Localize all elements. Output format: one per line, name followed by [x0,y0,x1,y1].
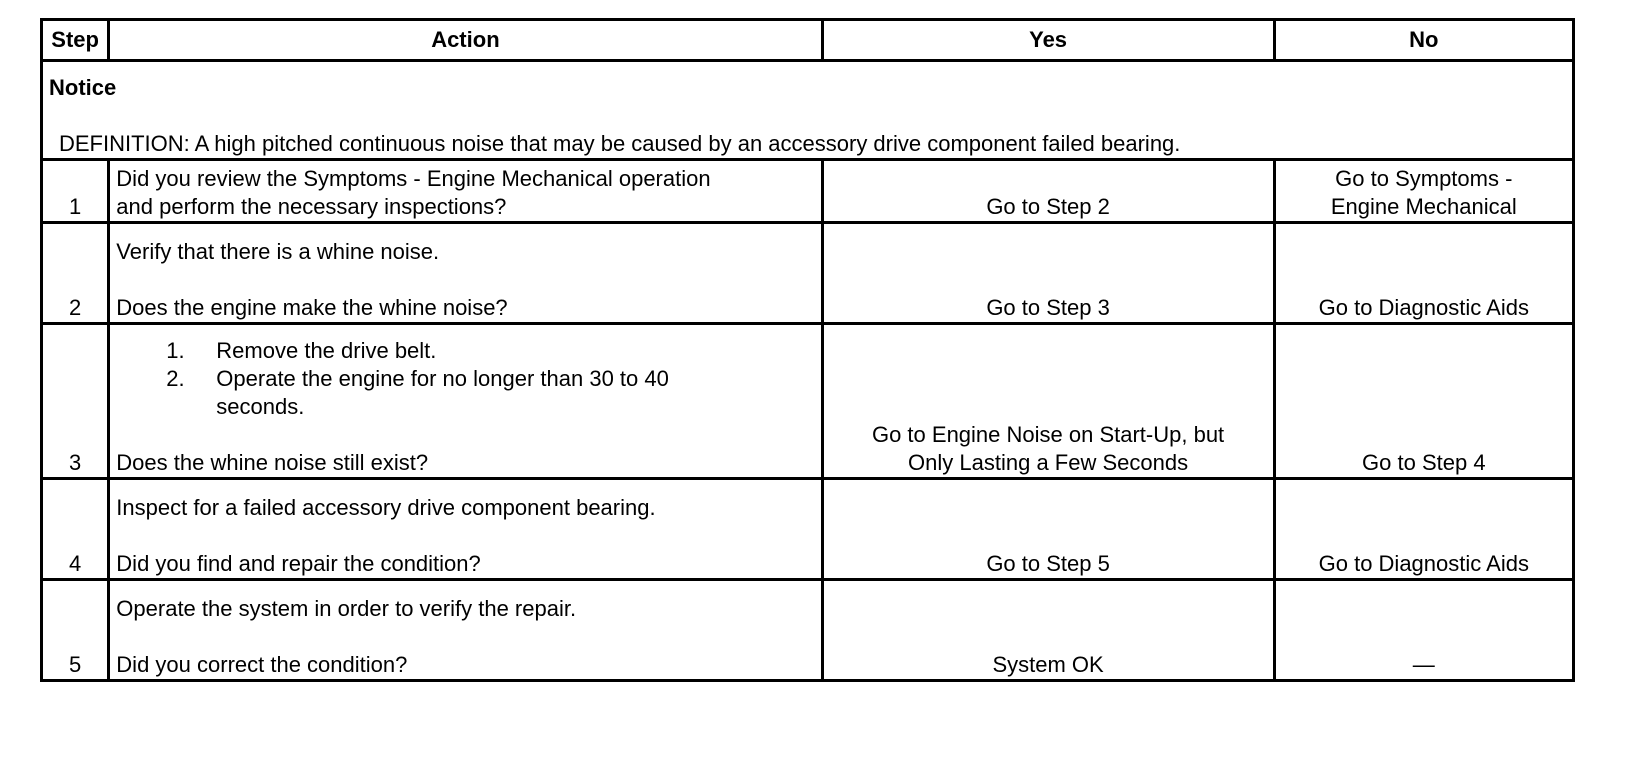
notice-cell [42,61,1574,160]
yes-cell: Go to Step 2 [822,160,1274,223]
diagnostic-table [40,18,1575,682]
spacer [116,623,814,651]
action-text: Verify that there is a whine noise. [116,239,440,264]
action-text: Inspect for a failed accessory drive component bearing. [116,495,656,520]
header-row [42,20,1574,61]
action-cell [109,324,822,479]
notice-definition: DEFINITION: A high pitched continuous noise that may be caused by an accessory drive component failed bearing. [59,131,1181,156]
table-row [42,160,1574,223]
spacer [116,421,814,449]
action-text: Operate the system in order to verify the repair. [116,596,577,621]
action-cell [109,223,822,324]
no-cell: Go to Diagnostic Aids [1274,479,1573,580]
header-action: Action [109,20,822,61]
action-line: Did you review the Symptoms - Engine Mechanical operation [116,166,711,191]
yes-line: Go to Engine Noise on Start-Up, but [871,422,1225,447]
header-step: Step [42,20,109,61]
substep-list [116,337,814,421]
step-number: 1 [42,160,109,223]
spacer [116,266,814,294]
no-line: Engine Mechanical [1330,194,1517,219]
yes-cell: System OK [822,580,1274,681]
action-cell [109,479,822,580]
list-number: 1. [166,338,185,363]
no-line: Go to Symptoms - [1335,166,1513,191]
yes-line: Only Lasting a Few Seconds [908,450,1189,475]
no-cell: Go to Step 4 [1274,324,1573,479]
action-cell [109,580,822,681]
table-row [42,223,1574,324]
step-number: 3 [42,324,109,479]
action-question: Did you find and repair the condition? [116,551,481,576]
no-cell [1274,160,1573,223]
action-question: Does the engine make the whine noise? [116,295,508,320]
notice-row [42,61,1574,160]
action-question: Did you correct the condition? [116,652,408,677]
spacer [116,522,814,550]
no-cell: Go to Diagnostic Aids [1274,223,1573,324]
table-row [42,324,1574,479]
action-cell [109,160,822,223]
header-no: No [1274,20,1573,61]
yes-cell: Go to Step 5 [822,479,1274,580]
notice-title: Notice [49,75,117,100]
list-item [166,365,814,421]
action-question: Does the whine noise still exist? [116,450,429,475]
table-row [42,479,1574,580]
step-number: 4 [42,479,109,580]
header-yes: Yes [822,20,1274,61]
list-text: Operate the engine for no longer than 30 to 40 [216,366,669,391]
step-number: 5 [42,580,109,681]
action-line: and perform the necessary inspections? [116,194,507,219]
list-text: Remove the drive belt. [216,338,437,363]
no-cell: — [1274,580,1573,681]
table-row [42,580,1574,681]
yes-cell: Go to Step 3 [822,223,1274,324]
list-text: seconds. [216,394,305,419]
step-number: 2 [42,223,109,324]
yes-cell [822,324,1274,479]
list-number: 2. [166,366,185,391]
list-item [166,337,814,365]
